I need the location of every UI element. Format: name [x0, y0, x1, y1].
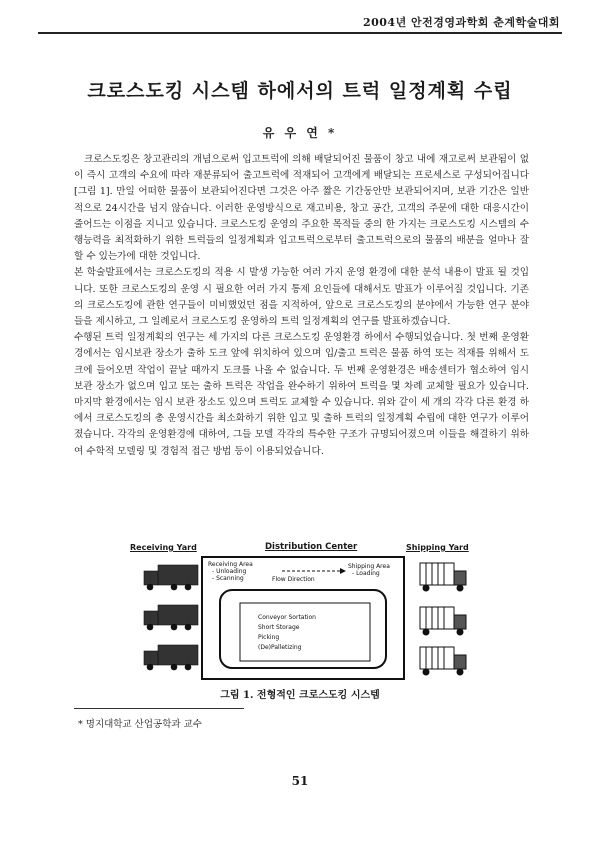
inbound-truck-3: [144, 645, 198, 670]
receiving-area-text: Receiving Area - Unloading - Scanning: [208, 561, 253, 582]
paper-title: 크로스도킹 시스템 하에서의 트럭 일정계획 수립: [87, 80, 513, 102]
author-name: 유 우 연 *: [262, 126, 338, 140]
inbound-truck-2: [144, 605, 198, 630]
inbound-truck-1: [144, 565, 198, 590]
footnote-rule: [74, 708, 244, 709]
op-short-storage: Short Storage: [258, 624, 300, 631]
figure-caption: 그림 1. 전형적인 크로스도킹 시스템: [220, 690, 380, 701]
figure-diagram: [130, 543, 475, 681]
receiving-yard-label: Receiving Yard: [130, 543, 197, 552]
paragraph-1: 크로스도킹은 창고관리의 개념으로써 입고트럭에 의해 배달되어진 물품이 창고 내에 재고로써 보관됨이 없이 즉시 고객의 수요에 따라 재분류되어 출고트럭에 적재되어 고객에게 배달되는 프로세스로 구성되어집니다 [그림 1]. 만일 어떠한 물품이 보관되어진다면 그것은 아주 짧은 기간동안만 보관되어지며, 보관 기간은 일반적으로 24시간을 넘지 않습니다. 이러한 운영방식으로 재고비용, 창고 공간, 고객의 주문에 대한 대응시간이 줄어드는 이점을 지니고 있습니다. 크로스도킹 운영의 주요한 목적들 중의 한 가지는 크로스도킹 시스템의 수행능력을 최적화하기 위한 트럭들의 일정계획과 입고트럭으로부터 출고트럭으로의 물품의 배분을 얼마나 잘 할 수 있는가에 대한 것입니다.: [74, 154, 529, 263]
op-depalletizing: (De)Palletizing: [258, 644, 302, 651]
op-picking: Picking: [258, 634, 280, 641]
shipping-area-text: Shipping Area - Loading: [348, 563, 390, 577]
running-head: 2004년 안전경영과학회 춘계학술대회: [362, 16, 560, 29]
crossdock-figure: [130, 543, 475, 681]
header-rule: [38, 32, 562, 34]
outbound-truck-3: [420, 647, 466, 675]
footnote: * 명지대학교 산업공학과 교수: [78, 719, 202, 730]
outbound-truck-1: [420, 563, 466, 591]
operations-list: [258, 613, 316, 653]
shipping-yard-label: Shipping Yard: [406, 543, 469, 552]
op-conveyor-sortation: Conveyor Sortation: [258, 614, 316, 621]
distribution-center-label: Distribution Center: [265, 542, 358, 552]
page-number: 51: [291, 774, 309, 788]
outbound-truck-2: [420, 607, 466, 635]
paragraph-2: 본 학술발표에서는 크로스도킹의 적용 시 발생 가능한 여러 가지 운영 환경에 대한 분석 내용이 발표 될 것입니다. 또한 크로스도킹의 운영 시 필요한 여러 가지 통제 요인들에 대해서도 발표가 이루어질 것입니다. 기존의 크로스도킹에 관한 연구들이 미비했었던 점을 지적하여, 앞으로 크로스도킹의 분야에서 가능한 연구 분야들을 제시하고, 그 일례로서 크로스도킹 운영하의 트럭 일정계획의 연구를 발표하겠습니다.: [74, 267, 529, 328]
body-text: [74, 152, 529, 460]
paragraph-3: 수행된 트럭 일정계획의 연구는 세 가지의 다른 크로스도킹 운영환경 하에서 수행되었습니다. 첫 번째 운영환경에서는 임시보관 장소가 출하 도크 앞에 위치하여 있으며 입/출고 트럭은 물품 하역 또는 적재를 위해서 도크에 들어오면 작업이 끝날 때까지 도크를 나올 수 없습니다. 두 번째 운영환경은 배송센터가 협소하여 임시 보관 장소가 없으며 입고 또는 출하 트럭은 작업을 완수하기 위하여 트럭을 몇 차례 교체할 필요가 있습니다. 마지막 환경에서는 임시 보관 장소도 있으며 트럭도 교체할 수 있습니다. 위와 같이 세 개의 각각 다른 환경 하에서 크로스도킹의 총 운영시간을 최소화하기 위한 입고 및 출하 트럭의 일정계획 수립에 대한 연구가 이루어졌습니다. 각각의 운영환경에 대하여, 그들 모델 각각의 특수한 구조가 규명되어졌으며 이들을 해결하기 위하여 수학적 모델링 및 경험적 접근 방법 등이 이용되었습니다.: [74, 332, 529, 457]
flow-direction-label: Flow Direction: [272, 576, 315, 583]
